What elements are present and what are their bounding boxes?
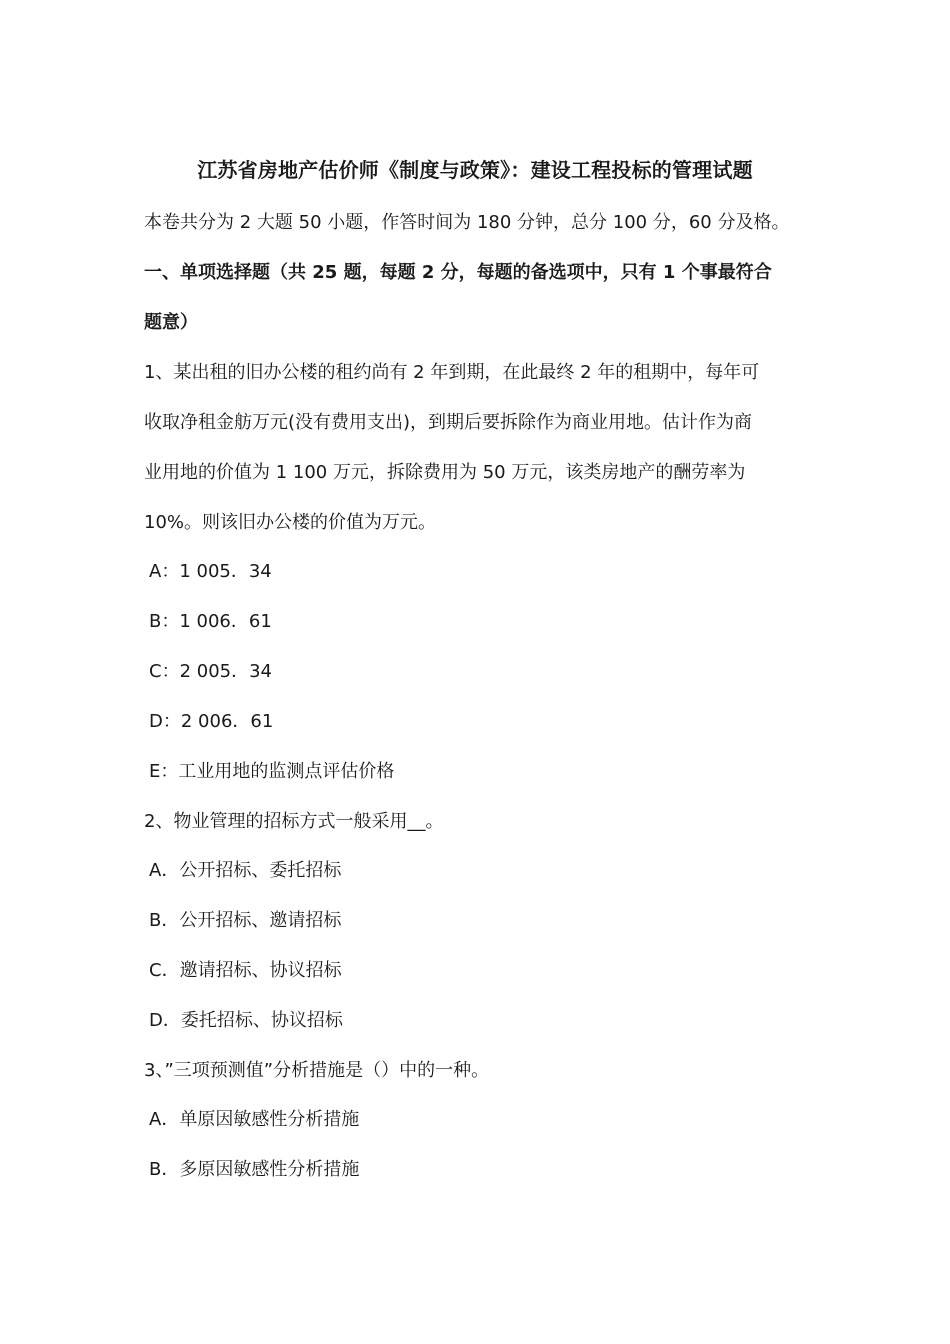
- question-2-option-d: D．委托招标、协议招标: [149, 1010, 343, 1031]
- question-2-option-b: B．公开招标、邀请招标: [149, 910, 342, 931]
- document-title: 江苏省房地产估价师《制度与政策》：建设工程投标的管理试题: [197, 158, 753, 182]
- question-1-stem-line-2: 收取净租金舫万元(没有费用支出)，到期后要拆除作为商业用地。估计作为商: [144, 412, 753, 433]
- question-1-option-a: A：1 005．34: [149, 561, 272, 582]
- exam-intro: 本卷共分为 2 大题 50 小题，作答时间为 180 分钟，总分 100 分，60 分及格。: [144, 212, 790, 233]
- section-heading-line-2: 题意）: [144, 312, 198, 333]
- question-1-option-c: C：2 005．34: [149, 661, 273, 682]
- question-1-option-d: D：2 006．61: [149, 711, 274, 732]
- question-1-option-e: E：工业用地的监测点评估价格: [149, 761, 395, 782]
- question-1-stem-line-1: 1、某出租的旧办公楼的租约尚有 2 年到期，在此最终 2 年的租期中，每年可: [144, 362, 760, 383]
- question-2-option-a: A．公开招标、委托招标: [149, 860, 342, 881]
- question-3-option-a: A．单原因敏感性分析措施: [149, 1109, 360, 1130]
- question-1-stem-line-4: 10%。则该旧办公楼的价值为万元。: [144, 512, 437, 533]
- question-2-stem: 2、物业管理的招标方式一般采用__。: [144, 811, 444, 832]
- question-3-stem: 3、”三项预测值”分析措施是（）中的一种。: [144, 1060, 490, 1081]
- question-1-stem-line-3: 业用地的价值为 1 100 万元，拆除费用为 50 万元，该类房地产的酬劳率为: [144, 462, 746, 483]
- question-3-option-b: B．多原因敏感性分析措施: [149, 1159, 360, 1180]
- section-heading-line-1: 一、单项选择题（共 25 题，每题 2 分，每题的备选项中，只有 1 个事最符合: [144, 262, 772, 283]
- question-1-option-b: B：1 006．61: [149, 611, 272, 632]
- question-2-option-c: C．邀请招标、协议招标: [149, 960, 342, 981]
